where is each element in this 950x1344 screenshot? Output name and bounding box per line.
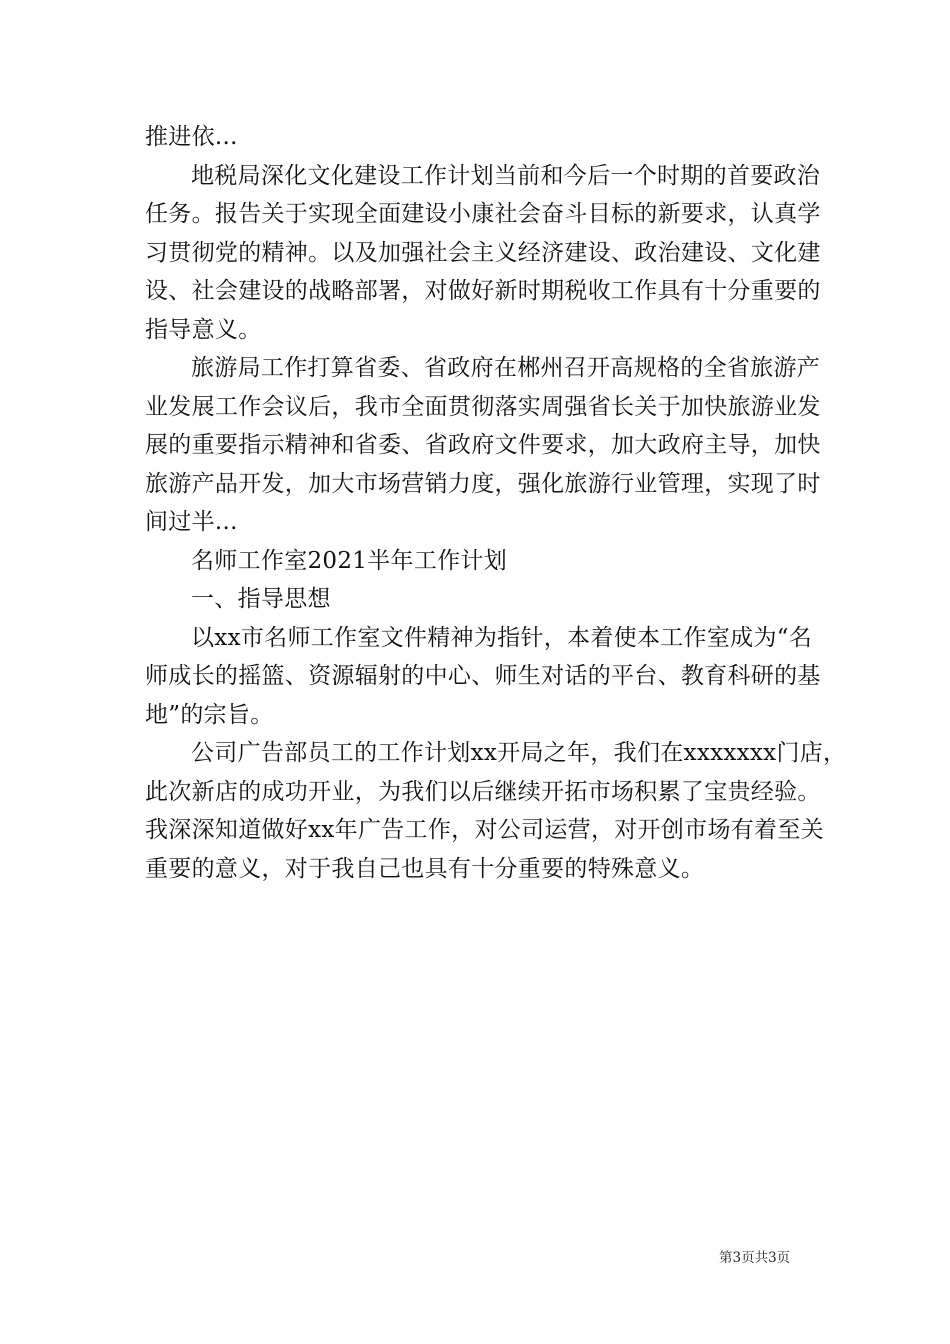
text-line: 展的重要指示精神和省委、省政府文件要求，加大政府主导，加快 [145, 432, 821, 458]
paragraph-first-line: 公司广告部员工的工作计划xx开局之年，我们在xxxxxxx门店， [191, 740, 847, 766]
text-line: 习贯彻党的精神。以及加强社会主义经济建设、政治建设、文化建 [145, 239, 821, 266]
text-line: 设、社会建设的战略部署，对做好新时期税收工作具有十分重要的 [145, 278, 821, 304]
text-line: 间过半... [145, 509, 238, 535]
text-line: 任务。报告关于实现全面建设小康社会奋斗目标的新要求，认真学 [145, 201, 821, 227]
text-line: 重要的意义，对于我自己也具有十分重要的特殊意义。 [145, 855, 705, 882]
paragraph-first-line: 以xx市名师工作室文件精神为指针，本着使本工作室成为“名 [191, 624, 813, 651]
page-number-footer: 第3页共3页 [719, 1250, 791, 1266]
text-line: 师成长的摇篮、资源辐射的中心、师生对话的平台、教育科研的基 [145, 663, 821, 689]
paragraph-first-line: 旅游局工作打算省委、省政府在郴州召开高规格的全省旅游产 [191, 355, 821, 381]
document-body [145, 118, 847, 888]
paragraph-first-line: 地税局深化文化建设工作计划当前和今后一个时期的首要政治 [191, 162, 821, 189]
text-line: 我深深知道做好xx年广告工作，对公司运营，对开创市场有着至关 [145, 817, 824, 843]
text-line: 推进依... [145, 124, 238, 150]
text-line: 指导意义。 [145, 316, 262, 343]
text-line: 此次新店的成功开业，为我们以后继续开拓市场积累了宝贵经验。 [145, 778, 821, 805]
text-line: 地”的宗旨。 [145, 701, 274, 728]
text-line: 业发展工作会议后，我市全面贯彻落实周强省长关于加快旅游业发 [145, 393, 821, 420]
text-line: 旅游产品开发，加大市场营销力度，强化旅游行业管理，实现了时 [145, 470, 821, 497]
section-heading: 一、指导思想 [191, 586, 331, 612]
section-title: 名师工作室2021半年工作计划 [191, 547, 508, 574]
